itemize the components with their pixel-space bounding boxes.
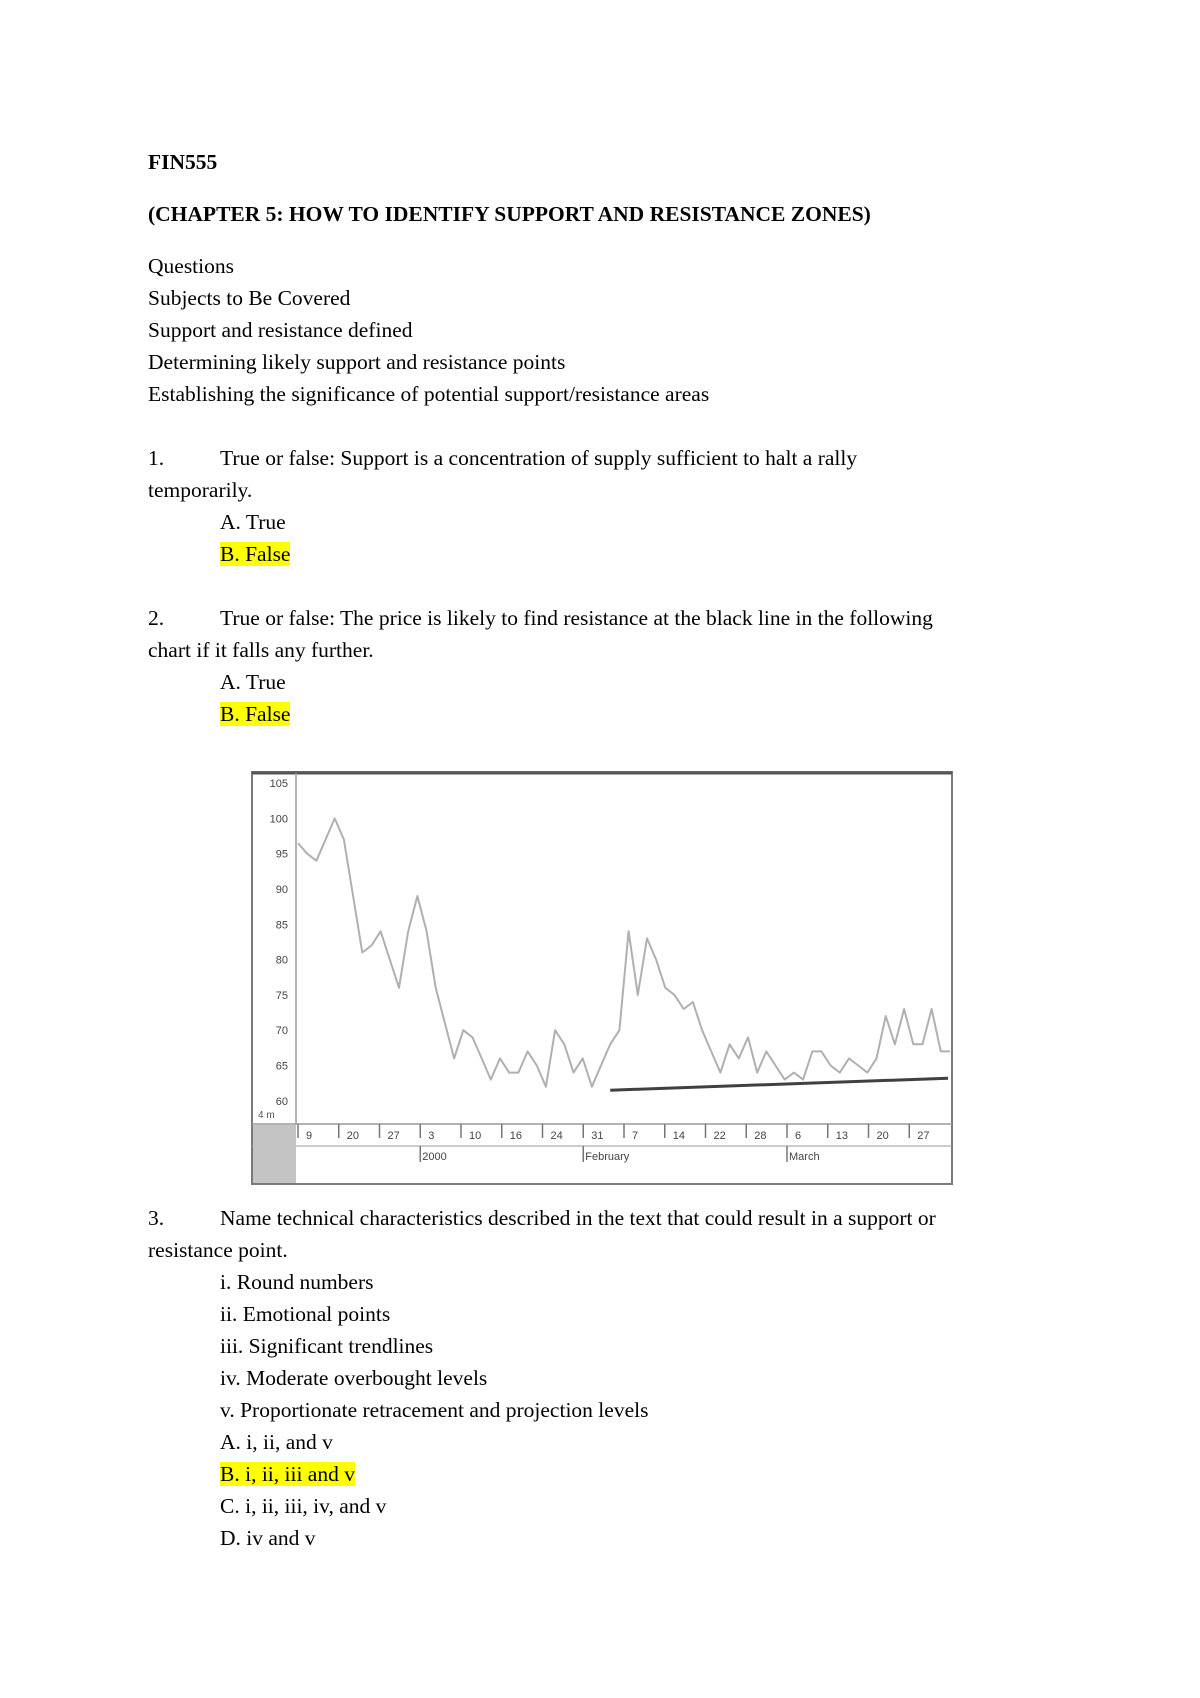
answer-option-highlighted	[220, 698, 290, 730]
corner-block	[253, 1125, 296, 1183]
question-number: 1.	[148, 446, 165, 470]
question-number: 3.	[148, 1206, 165, 1230]
x-period-label: 2000	[422, 1151, 447, 1163]
x-period-label: March	[789, 1151, 820, 1163]
y-tick-label: 85	[275, 919, 288, 932]
x-period-label: February	[585, 1151, 630, 1163]
x-tick-label: 16	[509, 1130, 522, 1142]
y-tick-label: 95	[275, 848, 288, 861]
y-tick-label: 70	[275, 1025, 288, 1038]
intro-line: Subjects to Be Covered	[148, 286, 351, 310]
answer-option: C. i, ii, iii, iv, and v	[220, 1494, 387, 1518]
highlighted-answer: B. False	[220, 702, 291, 726]
x-tick-label: 27	[387, 1130, 400, 1142]
x-tick-label: 20	[346, 1130, 359, 1142]
answer-option: A. True	[220, 510, 286, 534]
x-tick-label: 7	[632, 1130, 639, 1142]
answer-option: A. True	[220, 670, 286, 694]
intro-line: Establishing the significance of potential support/resistance areas	[148, 382, 710, 406]
y-tick-label: 90	[275, 883, 288, 896]
question-text: Name technical characteristics described in the text that could result in a support or	[220, 1206, 936, 1230]
answer-option: D. iv and v	[220, 1526, 316, 1550]
question-text: resistance point.	[148, 1238, 288, 1262]
x-tick-label: 28	[754, 1130, 767, 1142]
x-tick-label: 24	[550, 1130, 563, 1142]
intro-line: Questions	[148, 254, 234, 278]
question-number: 2.	[148, 606, 165, 630]
course-code: FIN555	[148, 150, 218, 174]
chapter-title: (CHAPTER 5: HOW TO IDENTIFY SUPPORT AND RESISTANCE ZONES)	[148, 202, 871, 226]
x-tick-label: 9	[306, 1130, 313, 1142]
x-tick-label: 31	[591, 1130, 604, 1142]
x-tick-label: 22	[713, 1130, 726, 1142]
x-tick-label: 10	[469, 1130, 482, 1142]
y-tick-label: 65	[275, 1060, 288, 1073]
statement-item: i. Round numbers	[220, 1270, 374, 1294]
question-text: temporarily.	[148, 478, 253, 502]
answer-option: A. i, ii, and v	[220, 1430, 333, 1454]
answer-option-highlighted	[220, 1458, 355, 1490]
question-text: True or false: Support is a concentration of supply sufficient to halt a rally	[220, 446, 858, 470]
y-tick-label: 75	[275, 989, 288, 1002]
intro-line: Determining likely support and resistance points	[148, 350, 566, 374]
chart-frame	[252, 772, 952, 1184]
x-tick-label: 27	[917, 1130, 930, 1142]
x-tick-label: 14	[672, 1130, 685, 1142]
y-tick-label: 60	[275, 1095, 288, 1108]
statement-item: ii. Emotional points	[220, 1302, 391, 1326]
corner-label: 4 m	[258, 1110, 275, 1121]
question-text: chart if it falls any further.	[148, 638, 374, 662]
x-tick-label: 20	[876, 1130, 889, 1142]
y-tick-label: 105	[269, 778, 288, 791]
y-tick-label: 80	[275, 954, 288, 967]
x-tick-label: 13	[835, 1130, 848, 1142]
x-tick-label: 6	[795, 1130, 802, 1142]
statement-item: iii. Significant trendlines	[220, 1334, 434, 1358]
highlighted-answer: B. i, ii, iii and v	[220, 1462, 355, 1486]
x-tick-label: 3	[428, 1130, 435, 1142]
intro-line: Support and resistance defined	[148, 318, 413, 342]
statement-item: iv. Moderate overbought levels	[220, 1366, 488, 1390]
y-tick-label: 100	[269, 813, 288, 826]
statement-item: v. Proportionate retracement and projection levels	[220, 1398, 649, 1422]
price-chart	[250, 770, 970, 1195]
answer-option-highlighted	[220, 538, 290, 570]
question-text: True or false: The price is likely to find resistance at the black line in the following	[220, 606, 933, 630]
highlighted-answer: B. False	[220, 542, 291, 566]
